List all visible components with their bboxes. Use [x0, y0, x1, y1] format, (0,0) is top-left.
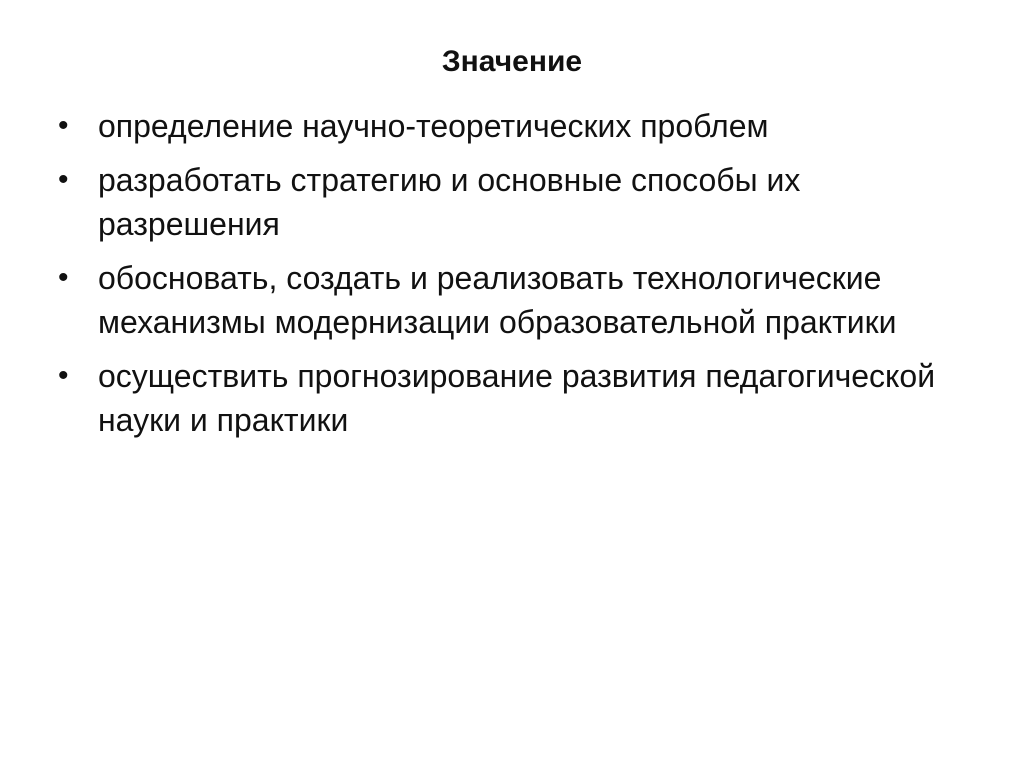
list-item [56, 158, 956, 246]
bullet-list [56, 104, 956, 452]
list-item-text: определение научно-теоретических проблем [98, 108, 769, 144]
list-item [56, 256, 956, 344]
list-item-text: обосновать, создать и реализовать технологические механизмы модернизации образовательной практики [98, 260, 897, 340]
slide-title: Значение [441, 45, 583, 78]
list-item-text: осуществить прогнозирование развития педагогической науки и практики [98, 358, 936, 438]
list-item-text: разработать стратегию и основные способы их разрешения [98, 162, 801, 242]
bullet-icon: • [58, 359, 69, 392]
list-item [56, 104, 956, 148]
list-item [56, 354, 956, 442]
bullet-icon: • [58, 261, 69, 294]
bullet-icon: • [58, 109, 69, 142]
bullet-icon: • [58, 163, 69, 196]
